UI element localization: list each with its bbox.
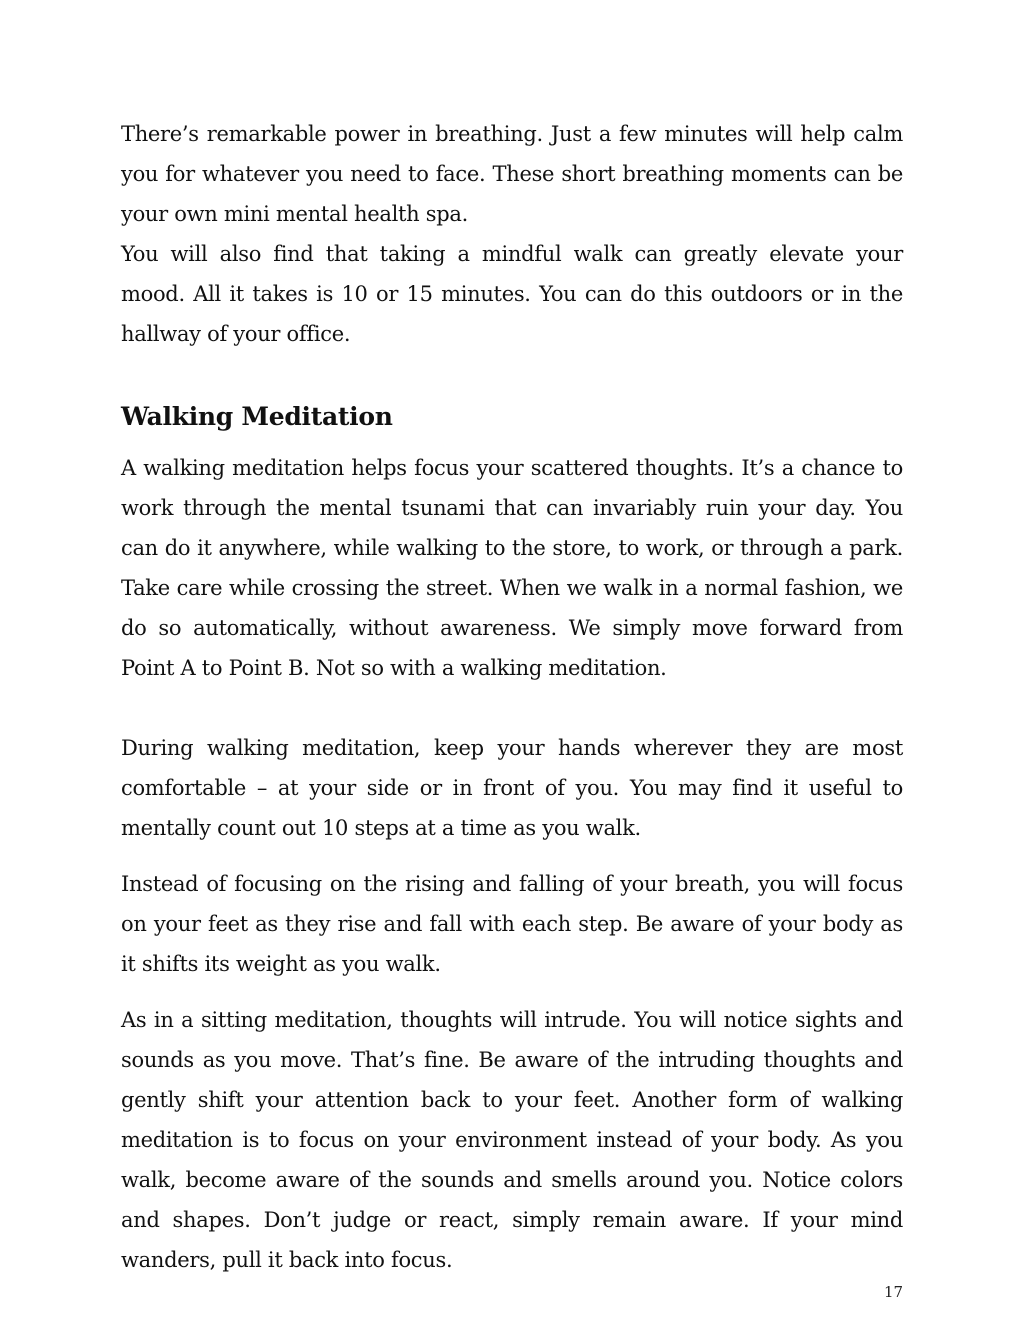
intro-paragraph-breathing: There’s remarkable power in breathing. Just a few minutes will help calm you for whatever you need to face. These short breathing moments can be your own mini mental health spa.: [121, 122, 903, 226]
page-number: 17: [884, 1283, 904, 1301]
intro-paragraph-mindful-walk: You will also find that taking a mindful walk can greatly elevate your mood. All it takes is 10 or 15 minutes. You can do this outdoors or in the hallway of your office.: [121, 242, 903, 346]
section-paragraph-4: As in a sitting meditation, thoughts will intrude. You will notice sights and sounds as you move. That’s fine. Be aware of the intruding thoughts and gently shift your attention back to your feet. Another form of walking meditation is to focus on your environment instead of your body. As you walk, become aware of the sounds and smells around you. Notice colors and shapes. Don’t judge or react, simply remain aware. If your mind wanders, pull it back into focus.: [121, 1008, 903, 1272]
page-body: [121, 114, 903, 1280]
section-paragraph-2: During walking meditation, keep your hands wherever they are most comfortable – at your side or in front of you. You may find it useful to mentally count out 10 steps at a time as you walk.: [121, 736, 903, 840]
section-heading-walking-meditation: Walking Meditation: [121, 402, 393, 431]
section-paragraph-1: A walking meditation helps focus your scattered thoughts. It’s a chance to work through the mental tsunami that can invariably ruin your day. You can do it anywhere, while walking to the store, to work, or through a park. Take care while crossing the street. When we walk in a normal fashion, we do so automatically, without awareness. We simply move forward from Point A to Point B. Not so with a walking meditation.: [121, 456, 903, 680]
section-paragraph-3: Instead of focusing on the rising and falling of your breath, you will focus on your feet as they rise and fall with each step. Be aware of your body as it shifts its weight as you walk.: [121, 872, 903, 976]
